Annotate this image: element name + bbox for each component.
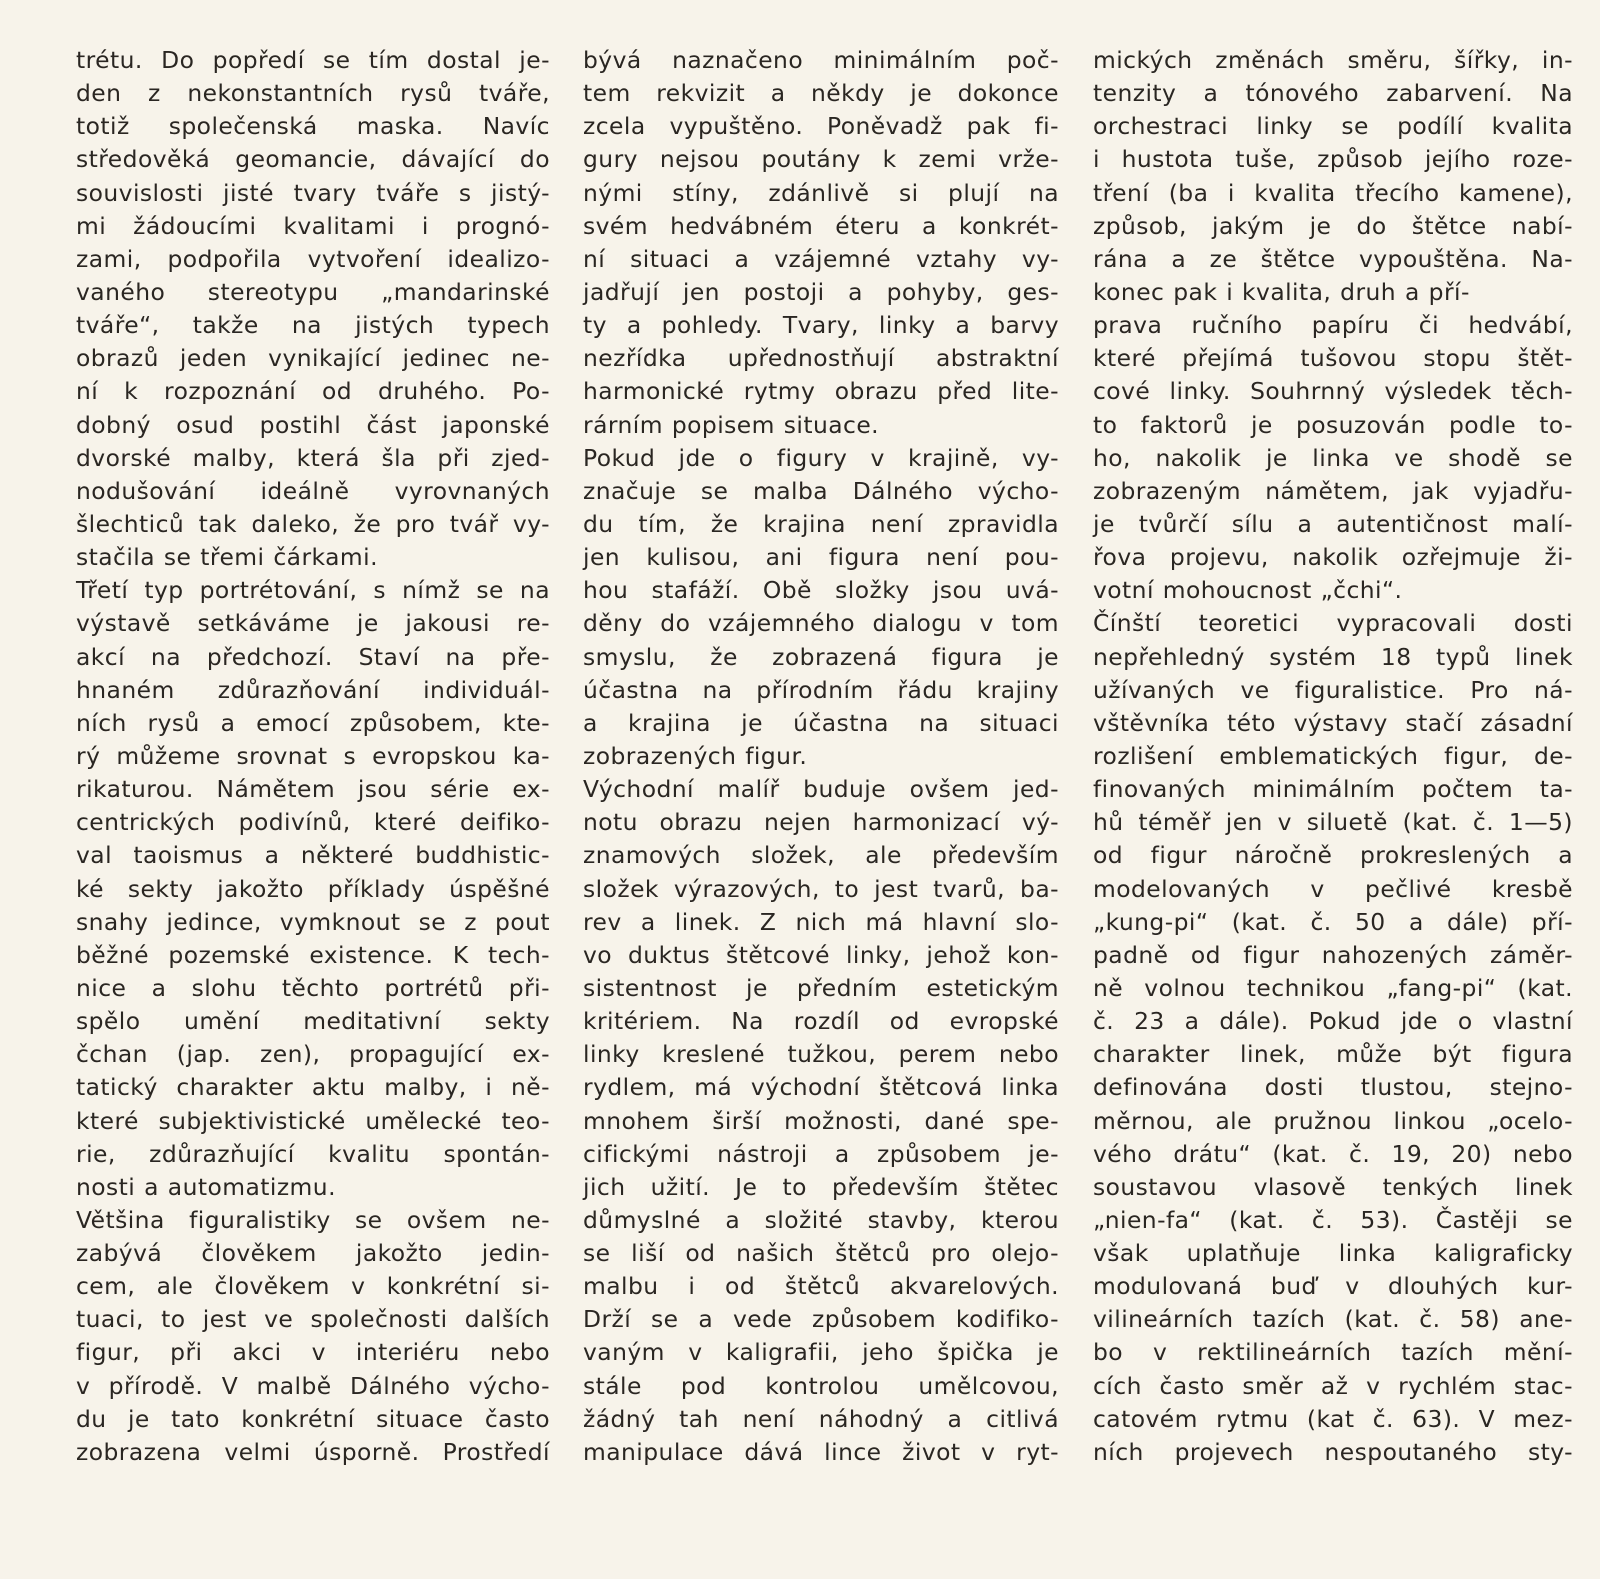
text-line: harmonické rytmy obrazu před lite- <box>583 377 1059 406</box>
text-line: rána a ze štětce vypouštěna. Na- <box>1093 244 1573 273</box>
text-line: značuje se malba Dálného výcho- <box>583 476 1059 505</box>
text-line: jen kulisou, ani figura není pou- <box>583 543 1059 572</box>
text-line: tenzity a tónového zabarvení. Na <box>1093 79 1573 108</box>
text-line: mnohem širší možnosti, dané spe- <box>583 1106 1059 1135</box>
text-line: votní mohoucnost „čchi“. <box>1093 576 1403 605</box>
text-line: hnaném zdůrazňování individuál- <box>76 675 550 704</box>
text-line: zami, podpořila vytvoření idealizo- <box>76 244 550 273</box>
text-line: nice a slohu těchto portrétů při- <box>76 973 550 1002</box>
text-line: bývá naznačeno minimálním poč- <box>583 46 1059 74</box>
text-line: ních rysů a emocí způsobem, kte- <box>76 708 550 737</box>
text-line: Třetí typ portrétování, s nímž se na <box>76 576 550 605</box>
text-line: vo duktus štětcové linky, jehož kon- <box>583 940 1059 969</box>
text-line: rydlem, má východní štětcová linka <box>583 1073 1059 1102</box>
text-line: které subjektivistické umělecké teo- <box>76 1106 550 1135</box>
text-line: den z nekonstantních rysů tváře, <box>76 79 550 108</box>
text-line: „kung-pi“ (kat. č. 50 a dále) pří- <box>1093 907 1573 936</box>
text-line: vštěvníka této výstavy stačí zásadní <box>1093 708 1573 737</box>
text-line: vaným v kaligrafii, jeho špička je <box>583 1338 1059 1367</box>
text-line: č. 23 a dále). Pokud jde o vlastní <box>1093 1007 1573 1036</box>
text-line: rý můžeme srovnat s evropskou ka- <box>76 741 550 770</box>
text-line: ní k rozpoznání od druhého. Po- <box>76 377 550 406</box>
text-line: dvorské malby, která šla při zjed- <box>76 443 550 472</box>
text-line: Východní malíř buduje ovšem jed- <box>583 775 1059 804</box>
text-line: soustavou vlasově tenkých linek <box>1093 1172 1573 1201</box>
text-line: cích často směr až v rychlém stac- <box>1093 1371 1573 1400</box>
text-line: snahy jedince, vymknout se z pout <box>76 907 550 936</box>
text-line: ké sekty jakožto příklady úspěšné <box>76 874 550 903</box>
text-line: nepřehledný systém 18 typů linek <box>1093 642 1573 671</box>
text-line: notu obrazu nejen harmonizací vý- <box>583 808 1059 837</box>
text-line: Většina figuralistiky se ovšem ne- <box>76 1205 550 1234</box>
text-line: cové linky. Souhrnný výsledek těch- <box>1093 377 1573 406</box>
text-line: akcí na předchozí. Staví na pře- <box>76 642 550 671</box>
text-line: Pokud jde o figury v krajině, vy- <box>583 443 1059 472</box>
text-line: se liší od našich štětců pro olejo- <box>583 1239 1059 1268</box>
text-line: dobný osud postihl část japonské <box>76 410 550 439</box>
text-line: výstavě setkáváme je jakousi re- <box>76 609 550 638</box>
text-line: ho, nakolik je linka ve shodě se <box>1093 443 1573 472</box>
text-line: Čínští teoretici vypracovali dosti <box>1093 609 1573 638</box>
text-line: v přírodě. V malbě Dálného výcho- <box>76 1371 550 1400</box>
text-line: tem rekvizit a někdy je dokonce <box>583 79 1059 108</box>
text-line: prava ručního papíru či hedvábí, <box>1093 311 1573 340</box>
text-line: však uplatňuje linka kaligraficky <box>1093 1239 1573 1268</box>
text-line: je tvůrčí sílu a autentičnost malí- <box>1093 509 1573 538</box>
text-line: du tím, že krajina není zpravidla <box>583 509 1059 538</box>
text-line: vaného stereotypu „mandarinské <box>76 277 550 306</box>
text-line: stále pod kontrolou umělcovou, <box>583 1371 1059 1400</box>
text-column-middle <box>583 44 1059 1469</box>
text-line: způsob, jakým je do štětce nabí- <box>1093 211 1573 240</box>
text-line: modelovaných v pečlivé kresbě <box>1093 874 1573 903</box>
text-line: rikaturou. Námětem jsou série ex- <box>76 775 550 804</box>
text-line: totiž společenská maska. Navíc <box>76 112 550 141</box>
text-line: jadřují jen postoji a pohyby, ges- <box>583 277 1059 306</box>
text-line: rárním popisem situace. <box>583 410 880 439</box>
text-line: svém hedvábném éteru a konkrét- <box>583 211 1059 240</box>
text-line: sistentnost je předním estetickým <box>583 973 1059 1002</box>
text-line: zobrazených figur. <box>583 741 808 770</box>
text-line: i hustota tuše, způsob jejího roze- <box>1093 145 1573 174</box>
text-line: tuaci, to jest ve společnosti dalších <box>76 1305 550 1334</box>
text-line: rie, zdůrazňující kvalitu spontán- <box>76 1139 550 1168</box>
text-line: čchan (jap. zen), propagující ex- <box>76 1040 550 1069</box>
text-line: zobrazena velmi úsporně. Prostředí <box>76 1437 550 1466</box>
text-line: řova projevu, nakolik ozřejmuje ži- <box>1093 543 1573 572</box>
text-line: catovém rytmu (kat č. 63). V mez- <box>1093 1404 1573 1433</box>
text-line: od figur náročně prokreslených a <box>1093 841 1573 870</box>
text-line: ty a pohledy. Tvary, linky a barvy <box>583 311 1059 340</box>
text-line: „nien-fa“ (kat. č. 53). Častěji se <box>1093 1205 1573 1234</box>
text-line: nými stíny, zdánlivě si plují na <box>583 178 1059 207</box>
text-line: cem, ale člověkem v konkrétní si- <box>76 1272 550 1301</box>
text-line: rozlišení emblematických figur, de- <box>1093 741 1573 770</box>
text-line: to faktorů je posuzován podle to- <box>1093 410 1573 439</box>
text-line: a krajina je účastna na situaci <box>583 708 1059 737</box>
text-line: tváře“, takže na jistých typech <box>76 311 550 340</box>
text-line: mických změnách směru, šířky, in- <box>1093 46 1573 74</box>
text-line: šlechticů tak daleko, že pro tvář vy- <box>76 509 550 538</box>
text-line: padně od figur nahozených záměr- <box>1093 940 1573 969</box>
text-line: ně volnou technikou „fang-pi“ (kat. <box>1093 973 1573 1002</box>
text-line: charakter linek, může být figura <box>1093 1040 1573 1069</box>
text-line: malbu i od štětců akvarelových. <box>583 1272 1059 1301</box>
text-line: hou stafáží. Obě složky jsou uvá- <box>583 576 1059 605</box>
text-line: znamových složek, ale především <box>583 841 1059 870</box>
text-line: manipulace dává lince život v ryt- <box>583 1437 1059 1466</box>
text-line: účastna na přírodním řádu krajiny <box>583 675 1059 704</box>
text-line: užívaných ve figuralistice. Pro ná- <box>1093 675 1573 704</box>
text-line: měrnou, ale pružnou linkou „ocelo- <box>1093 1106 1573 1135</box>
text-line: zobrazeným námětem, jak vyjadřu- <box>1093 476 1573 505</box>
text-line: tatický charakter aktu malby, i ně- <box>76 1073 550 1102</box>
text-line: du je tato konkrétní situace často <box>76 1404 550 1433</box>
text-line: důmyslné a složité stavby, kterou <box>583 1205 1059 1234</box>
text-line: kritériem. Na rozdíl od evropské <box>583 1007 1059 1036</box>
text-column-left <box>76 44 550 1469</box>
text-line: zabývá člověkem jakožto jedin- <box>76 1239 550 1268</box>
text-line: tření (ba i kvalita třecího kamene), <box>1093 178 1573 207</box>
text-line: mi žádoucími kvalitami i prognó- <box>76 211 550 240</box>
text-line: vého drátu“ (kat. č. 19, 20) nebo <box>1093 1139 1573 1168</box>
text-line: ní situaci a vzájemné vztahy vy- <box>583 244 1059 273</box>
text-line: rev a linek. Z nich má hlavní slo- <box>583 907 1059 936</box>
text-line: modulovaná buď v dlouhých kur- <box>1093 1272 1573 1301</box>
text-line: které přejímá tušovou stopu štět- <box>1093 344 1573 373</box>
text-line: zcela vypuštěno. Poněvadž pak fi- <box>583 112 1059 141</box>
text-line: obrazů jeden vynikající jedinec ne- <box>76 344 550 373</box>
text-line: žádný tah není náhodný a citlivá <box>583 1404 1059 1433</box>
text-line: nezřídka upřednostňují abstraktní <box>583 344 1059 373</box>
text-line: cifickými nástroji a způsobem je- <box>583 1139 1059 1168</box>
text-line: definována dosti tlustou, stejno- <box>1093 1073 1573 1102</box>
text-line: val taoismus a některé buddhistic- <box>76 841 550 870</box>
text-line: středověká geomancie, dávající do <box>76 145 550 174</box>
text-line: bo v rektilineárních tazích mění- <box>1093 1338 1573 1367</box>
text-line: jich užití. Je to především štětec <box>583 1172 1059 1201</box>
text-line: konec pak i kvalita, druh a pří- <box>1093 277 1470 306</box>
text-line: Drží se a vede způsobem kodifiko- <box>583 1305 1059 1334</box>
text-line: nodušování ideálně vyrovnaných <box>76 476 550 505</box>
text-line: děny do vzájemného dialogu v tom <box>583 609 1059 638</box>
text-line: souvislosti jisté tvary tváře s jistý- <box>76 178 550 207</box>
text-line: vilineárních tazích (kat. č. 58) ane- <box>1093 1305 1573 1334</box>
text-line: finovaných minimálním počtem ta- <box>1093 775 1573 804</box>
text-line: gury nejsou poutány k zemi vrže- <box>583 145 1059 174</box>
text-line: orchestraci linky se podílí kvalita <box>1093 112 1573 141</box>
text-line: složek výrazových, to jest tvarů, ba- <box>583 874 1059 903</box>
text-line: figur, při akci v interiéru nebo <box>76 1338 550 1367</box>
text-line: centrických podivínů, které deifiko- <box>76 808 550 837</box>
text-line: smyslu, že zobrazená figura je <box>583 642 1059 671</box>
text-line: ních projevech nespoutaného sty- <box>1093 1437 1573 1466</box>
text-line: hů téměř jen v siluetě (kat. č. 1—5) <box>1093 808 1573 837</box>
text-line: nosti a automatizmu. <box>76 1172 336 1201</box>
text-column-right <box>1093 44 1573 1469</box>
text-line: stačila se třemi čárkami. <box>76 543 378 572</box>
text-line: spělo umění meditativní sekty <box>76 1007 550 1036</box>
text-line: běžné pozemské existence. K tech- <box>76 940 550 969</box>
text-line: linky kreslené tužkou, perem nebo <box>583 1040 1059 1069</box>
text-line: trétu. Do popředí se tím dostal je- <box>76 46 550 74</box>
